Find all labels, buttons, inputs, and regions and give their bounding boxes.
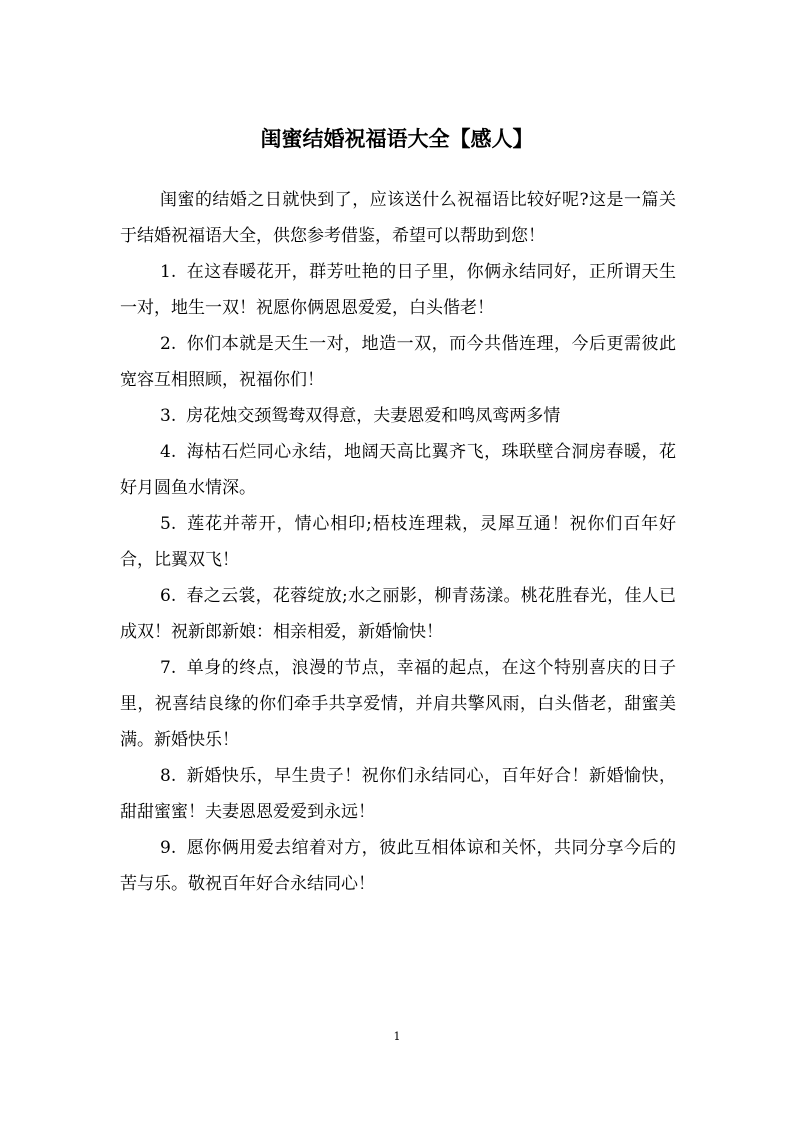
list-item: [120, 758, 676, 830]
item-number: 3.: [160, 406, 177, 426]
item-number: 1.: [160, 262, 177, 282]
item-text: 新婚快乐，早生贵子！祝你们永结同心，百年好合！新婚愉快，甜甜蜜蜜！夫妻恩恩爱爱到永远！: [120, 766, 676, 822]
item-number: 2.: [160, 334, 177, 354]
item-number: 8.: [160, 766, 177, 786]
item-text: 在这春暖花开，群芳吐艳的日子里，你俩永结同好，正所谓天生一对，地生一双！祝愿你俩恩恩爱爱，白头偕老！: [120, 262, 676, 318]
list-item: [120, 830, 676, 902]
page-number: 1: [393, 1030, 401, 1043]
item-number: 4.: [160, 442, 177, 462]
item-number: 9.: [160, 838, 177, 858]
item-number: 6.: [160, 586, 177, 606]
item-number: 7.: [160, 658, 177, 678]
item-text: 愿你俩用爱去绾着对方，彼此互相体谅和关怀，共同分享今后的苦与乐。敬祝百年好合永结同心！: [120, 838, 676, 894]
item-text: 海枯石烂同心永结，地阔天高比翼齐飞，珠联壁合洞房春暖，花好月圆鱼水情深。: [120, 442, 676, 498]
item-text: 莲花并蒂开，情心相印;梧枝连理栽，灵犀互通！祝你们百年好合，比翼双飞！: [120, 514, 676, 570]
intro-paragraph: 闺蜜的结婚之日就快到了，应该送什么祝福语比较好呢?这是一篇关于结婚祝福语大全，供您参考借鉴，希望可以帮助到您！: [120, 190, 676, 246]
list-item: [120, 506, 676, 578]
item-number: 5.: [160, 514, 177, 534]
item-text: 你们本就是天生一对，地造一双，而今共偕连理，今后更需彼此宽容互相照顾，祝福你们！: [120, 334, 676, 390]
list-item: [120, 326, 676, 398]
list-item: [120, 434, 676, 506]
item-text: 单身的终点，浪漫的节点，幸福的起点，在这个特别喜庆的日子里，祝喜结良缘的你们牵手共享爱情，并肩共擎风雨，白头偕老，甜蜜美满。新婚快乐！: [120, 658, 676, 750]
item-text: 房花烛交颈鸳鸯双得意，夫妻恩爱和鸣凤鸾两多情: [186, 406, 561, 426]
list-item: [120, 650, 676, 758]
list-item: [120, 398, 676, 434]
list-item: [120, 578, 676, 650]
item-text: 春之云裳，花蓉绽放;水之丽影，柳青荡漾。桃花胜春光，佳人已成双！祝新郎新娘：相亲相爱，新婚愉快！: [120, 586, 676, 642]
document-title: 闺蜜结婚祝福语大全【感人】: [260, 127, 534, 151]
document-body: [120, 182, 676, 902]
list-item: [120, 254, 676, 326]
